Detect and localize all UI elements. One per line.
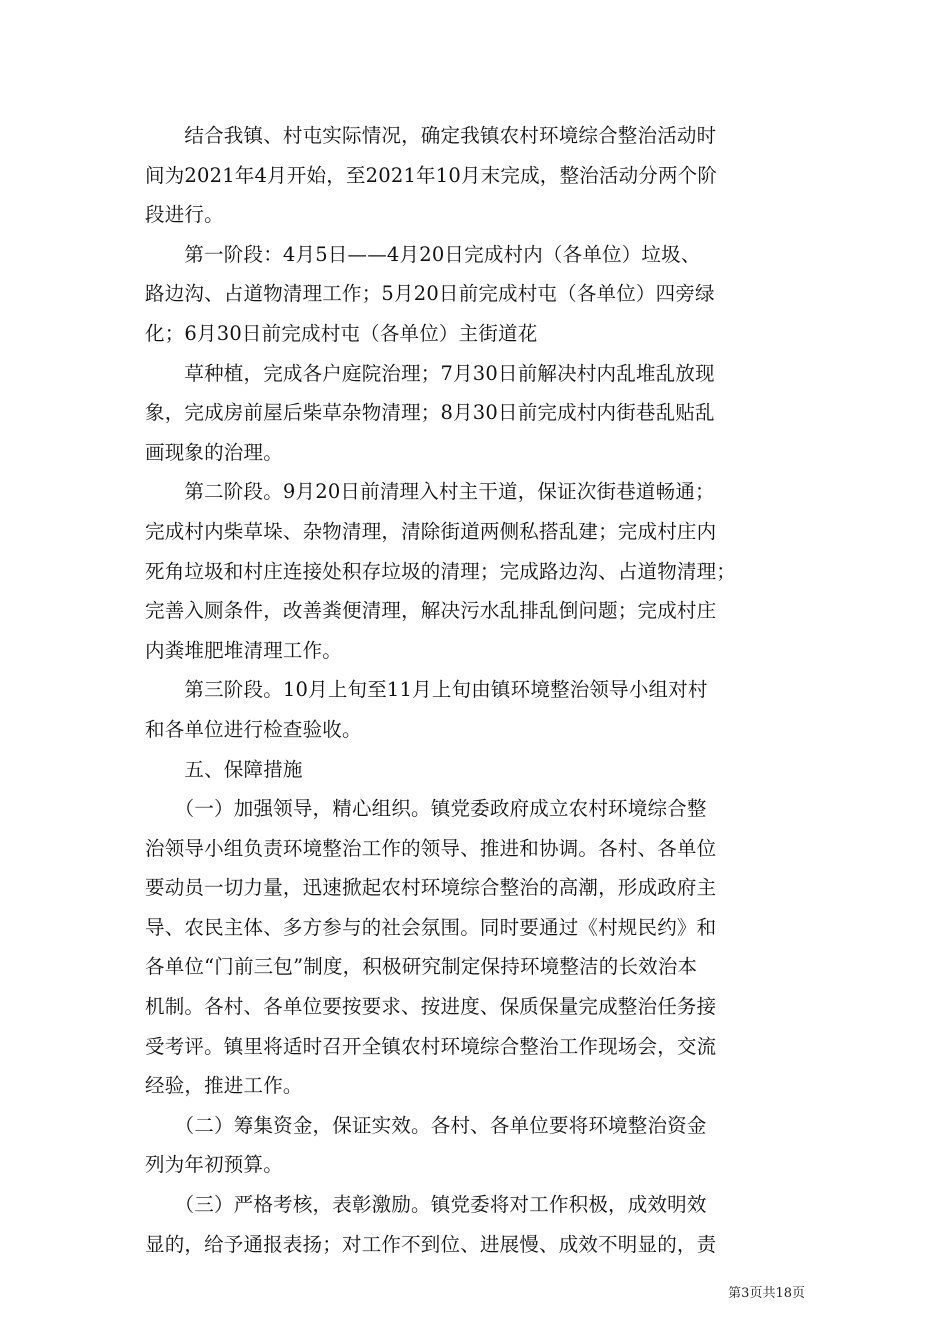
page-number-footer: 第3页共18页 — [728, 1286, 805, 1301]
text-line: （三）严格考核，表彰激励。镇党委将对工作积极，成效明效 — [145, 1193, 707, 1217]
text-line: 导、农民主体、多方参与的社会氛围。同时要通过《村规民约》和 — [145, 915, 717, 939]
text-line: 化；6月30日前完成村屯（各单位）主街道花 — [145, 321, 538, 345]
text-line: 象，完成房前屋后柴草杂物清理；8月30日前完成村内街巷乱贴乱 — [145, 401, 715, 425]
text-line: 第一阶段：4月5日——4月20日完成村内（各单位）垃圾、 — [145, 242, 701, 266]
document-body — [145, 116, 807, 1264]
text-line: 机制。各村、各单位要按要求、按进度、保质保量完成整治任务接 — [145, 995, 717, 1019]
text-line: 内粪堆肥堆清理工作。 — [145, 638, 343, 662]
text-line: 要动员一切力量，迅速掀起农村环境综合整治的高潮，形成政府主 — [145, 876, 717, 900]
text-line: （二）筹集资金，保证实效。各村、各单位要将环境整治资金 — [145, 1113, 707, 1137]
text-line: 段进行。 — [145, 203, 224, 227]
text-line: 治领导小组负责环境整治工作的领导、推进和协调。各村、各单位 — [145, 836, 717, 860]
text-line: 间为2021年4月开始，至2021年10月末完成，整治活动分两个阶 — [145, 163, 718, 187]
text-line: 列为年初预算。 — [145, 1153, 283, 1177]
text-line: 画现象的治理。 — [145, 440, 283, 464]
text-line: 路边沟、占道物清理工作；5月20日前完成村屯（各单位）四旁绿 — [145, 282, 715, 306]
text-line: 完善入厕条件，改善粪便清理，解决污水乱排乱倒问题；完成村庄 — [145, 599, 717, 623]
text-line: 第二阶段。9月20日前清理入村主干道，保证次街巷道畅通； — [145, 480, 715, 504]
section-heading: 五、保障措施 — [145, 757, 303, 781]
text-line: 死角垃圾和村庄连接处积存垃圾的清理；完成路边沟、占道物清理； — [145, 559, 737, 583]
text-line: 结合我镇、村屯实际情况，确定我镇农村环境综合整治活动时 — [145, 124, 717, 147]
text-line: 草种植，完成各户庭院治理；7月30日前解决村内乱堆乱放现 — [145, 361, 715, 385]
text-line: （一）加强领导，精心组织。镇党委政府成立农村环境综合整 — [145, 797, 707, 821]
text-line: 显的，给予通报表扬；对工作不到位、进展慢、成效不明显的，责 — [145, 1232, 717, 1256]
text-line: 第三阶段。10月上旬至11月上旬由镇环境整治领导小组对村 — [145, 678, 708, 702]
text-line: 各单位“门前三包”制度，积极研究制定保持环境整洁的长效治本 — [145, 955, 698, 979]
text-line: 和各单位进行检查验收。 — [145, 717, 362, 741]
text-line: 经验，推进工作。 — [145, 1074, 303, 1098]
text-line: 受考评。镇里将适时召开全镇农村环境综合整治工作现场会，交流 — [145, 1034, 717, 1058]
text-line: 完成村内柴草垛、杂物清理，清除街道两侧私搭乱建；完成村庄内 — [145, 519, 717, 543]
